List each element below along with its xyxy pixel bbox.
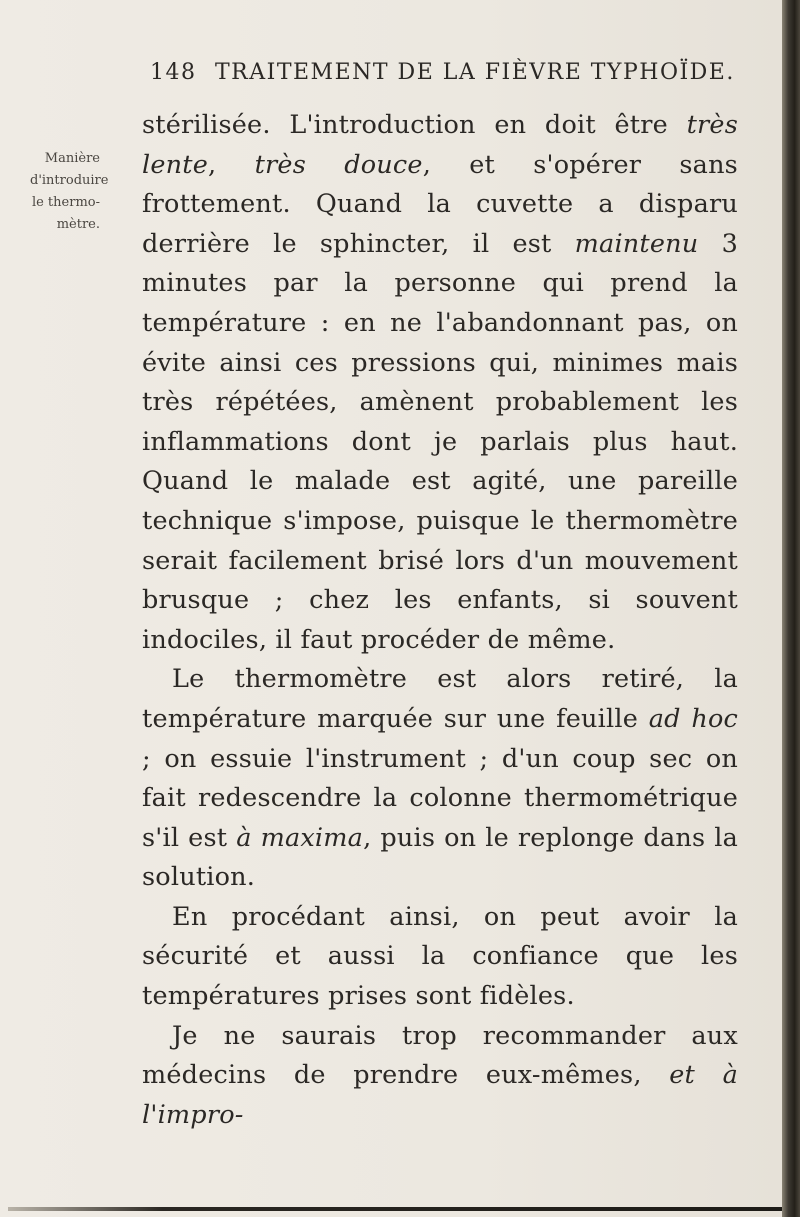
text-run: ; on essuie l'instrument ; d'un coup sec on fait redescendre la colonne thermométrique s'il est	[142, 743, 738, 853]
bottom-edge-shadow	[8, 1207, 782, 1211]
italic-text: maintenu	[574, 228, 699, 259]
paragraph	[142, 106, 738, 660]
running-header	[150, 60, 735, 85]
text-run: , puis on le replonge dans la solution.	[142, 822, 738, 893]
margin-note-line: mètre.	[56, 217, 100, 232]
margin-note-line: d'introduire	[30, 173, 109, 188]
running-title: TRAITEMENT DE LA FIÈVRE TYPHOÏDE.	[215, 60, 735, 85]
page-edge-shadow	[782, 0, 800, 1217]
text-run: ,	[208, 149, 255, 180]
margin-note-line: le thermo-	[31, 195, 100, 210]
text-run: Je ne saurais trop recommander aux médecins de prendre eux-mêmes,	[142, 1020, 738, 1091]
paragraph	[142, 660, 738, 898]
italic-text: et à l'impro-	[142, 1060, 738, 1130]
italic-text: à maxima	[236, 822, 364, 853]
text-run: 3 minutes par la personne qui prend la température : en ne l'abandonnant pas, on évite ainsi ces pressions qui, minimes mais très répétées, amènent probablement les inflammations dont je parlais plus haut. Quand le malade est agité, une pareille technique s'impose, puisque le thermomètre serait facilement brisé lors d'un mouvement brusque ; chez les enfants, si souvent indociles, il faut procéder de même.	[142, 228, 738, 655]
body-text	[142, 106, 738, 1135]
page-number: 148	[150, 60, 197, 85]
paragraph	[142, 898, 738, 1017]
italic-text: ad hoc	[648, 703, 739, 734]
paragraph	[142, 1017, 738, 1136]
italic-text: très lente	[142, 110, 738, 180]
text-run: stérilisée. L'introduction en doit être	[142, 110, 687, 140]
margin-note-line: Manière	[44, 151, 100, 166]
text-run: Le thermomètre est alors retiré, la température marquée sur une feuille	[142, 664, 738, 734]
text-run: En procédant ainsi, on peut avoir la sécurité et aussi la confiance que les températures prises sont fidèles.	[142, 901, 738, 1012]
text-run: , et s'opérer sans frottement. Quand la cuvette a disparu derrière le sphincter, il est	[142, 149, 738, 259]
margin-note	[30, 148, 109, 236]
italic-text: très douce	[254, 149, 423, 180]
